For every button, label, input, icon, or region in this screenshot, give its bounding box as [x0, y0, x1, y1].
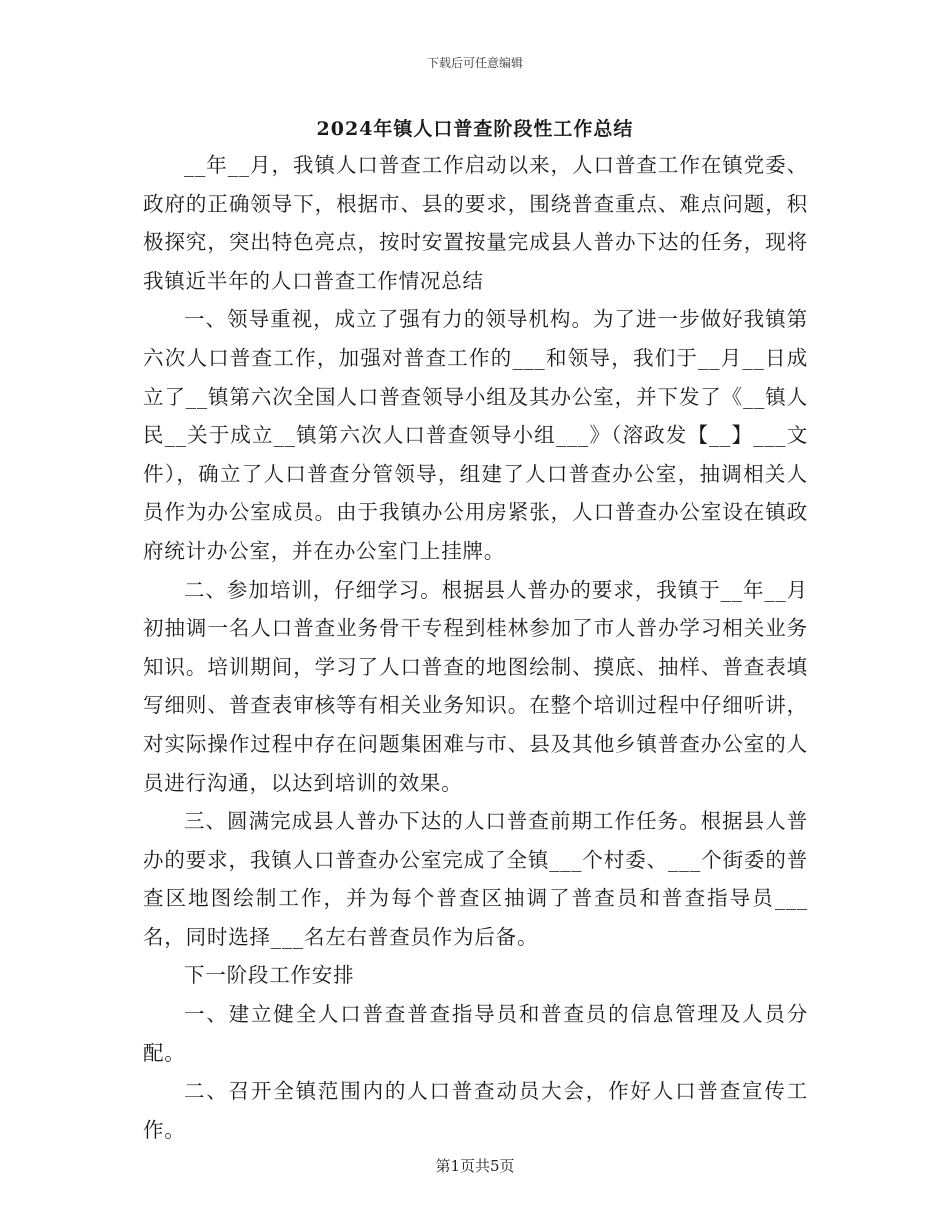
paragraph-section-1: 一、领导重视，成立了强有力的领导机构。为了进一步做好我镇第六次人口普查工作，加强对普查工作的___和领导，我们于__月__日成立了__镇第六次全国人口普查领导小组及其办公室，并下发了《__镇人民__关于成立__镇第六次人口普查领导小组___》（溶政发【__】___文件），确立了人口普查分管领导，组建了人口普查办公室，抽调相关人员作为办公室成员。由于我镇办公用房紧张，人口普查办公室设在镇政府统计办公室，并在办公室门上挂牌。 [143, 307, 808, 563]
paragraph-section-3: 三、圆满完成县人普办下达的人口普查前期工作任务。根据县人普办的要求，我镇人口普查办公室完成了全镇___个村委、___个街委的普查区地图绘制工作，并为每个普查区抽调了普查员和普查指导员___名，同时选择___名左右普查员作为后备。 [143, 809, 808, 949]
paragraph-intro: __年__月，我镇人口普查工作启动以来，人口普查工作在镇党委、政府的正确领导下，根据市、县的要求，围绕普查重点、难点问题，积极探究，突出特色亮点，按时安置按量完成县人普办下达的任务，现将我镇近半年的人口普查工作情况总结 [143, 153, 808, 293]
paragraph-plan-1: 一、建立健全人口普查普查指导员和普查员的信息管理及人员分配。 [143, 1002, 808, 1065]
document-title: 2024年镇人口普查阶段性工作总结 [316, 118, 634, 140]
paragraph-next-stage-heading: 下一阶段工作安排 [184, 963, 355, 988]
paragraph-plan-2: 二、召开全镇范围内的人口普查动员大会，作好人口普查宣传工作。 [143, 1079, 808, 1142]
page-footer: 第1页共5页 [435, 1157, 515, 1175]
paragraph-section-2: 二、参加培训，仔细学习。根据县人普办的要求，我镇于__年__月初抽调一名人口普查业务骨干专程到桂林参加了市人普办学习相关业务知识。培训期间，学习了人口普查的地图绘制、摸底、抽样、普查表填写细则、普查表审核等有相关业务知识。在整个培训过程中仔细听讲，对实际操作过程中存在问题集困难与市、县及其他乡镇普查办公室的人员进行沟通，以达到培训的效果。 [143, 577, 808, 795]
header-note: 下载后可任意编辑 [426, 56, 523, 70]
document-body [143, 146, 808, 1149]
